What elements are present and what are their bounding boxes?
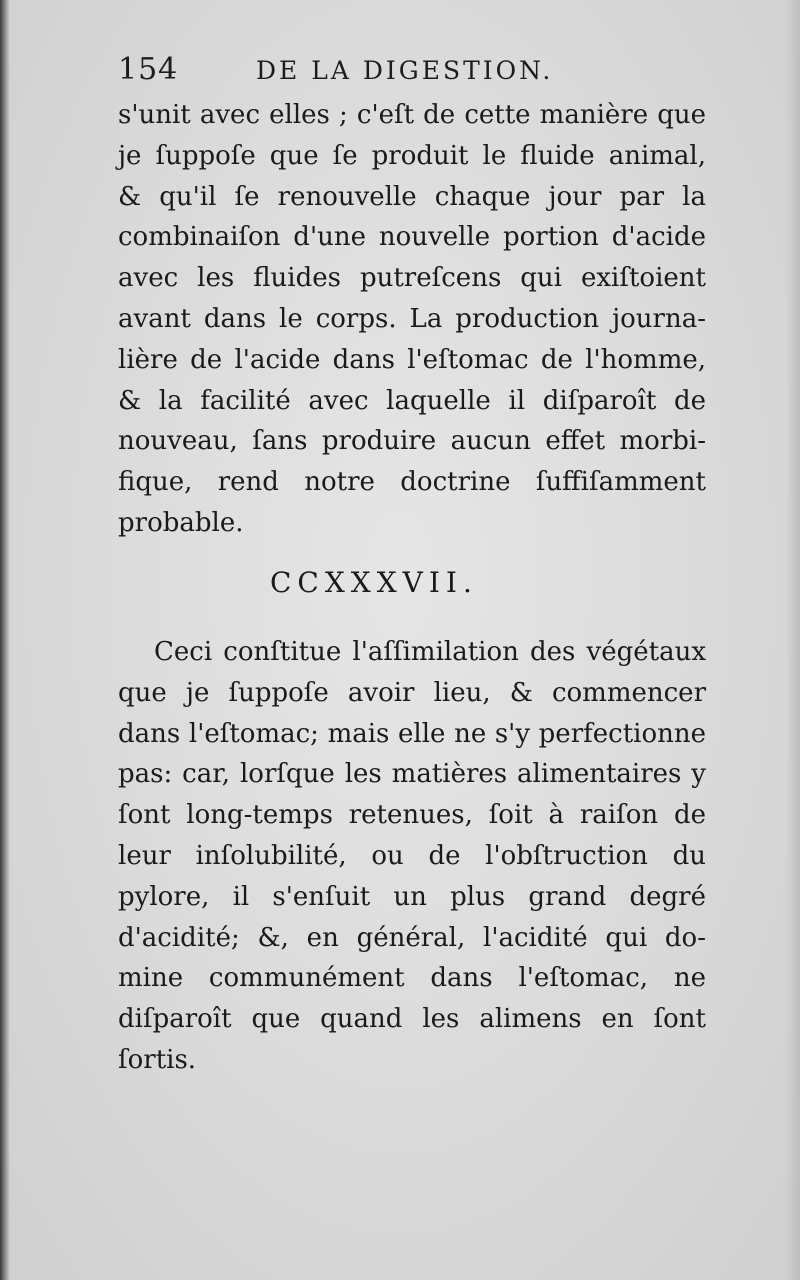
text-line: leur inſolubilité, ou de l'obſtruction du [118,840,706,871]
text-line: ſont long-temps retenues, ſoit à raiſon de [118,800,706,831]
running-title: DE LA DIGESTION. [256,56,554,85]
text-line: probable. [118,507,244,538]
text-line: fique, rend notre doctrine ſuffiſamment [118,467,706,498]
text-line: Ceci conſtitue l'aſſimilation des végétaux [154,637,706,667]
text-line: lière de l'acide dans l'eſtomac de l'homme, [118,344,706,375]
text-line: dans l'eſtomac; mais elle ne s'y perfectionne [118,718,706,749]
text-line: je ſuppoſe que ſe produit le fluide animal, [118,140,706,171]
text-line: ſortis. [118,1044,197,1075]
paragraph-2 [118,632,706,1081]
paragraph-1 [118,95,706,544]
text-line: nouveau, ſans produire aucun effet morbi- [118,426,706,457]
text-line: mine communément dans l'eſtomac, ne [118,963,706,994]
text-line: pas: car, lorſque les matières alimentaires y [118,759,706,790]
text-line: avant dans le corps. La production journa- [118,303,706,334]
page-number: 154 [118,52,179,87]
text-line: pylore, il s'enſuit un plus grand degré [118,881,706,912]
section-number: CCXXXVII. [270,566,478,599]
text-line: & la facilité avec laquelle il diſparoît de [118,385,706,416]
text-line: que je ſuppoſe avoir lieu, & commencer [118,677,706,708]
text-line: diſparoît que quand les alimens en ſont [118,1004,706,1035]
page-edge-shading [786,0,800,1280]
page-gutter-shadow [0,0,10,1280]
text-line: & qu'il ſe renouvelle chaque jour par la [118,181,706,212]
text-line: d'acidité; &, en général, l'acidité qui do- [118,922,706,953]
text-line: s'unit avec elles ; c'eſt de cette manière que [118,100,706,130]
page-header [116,52,706,92]
text-line: combinaiſon d'une nouvelle portion d'acide [118,222,706,253]
text-line: avec les fluides putreſcens qui exiſtoient [118,263,706,294]
